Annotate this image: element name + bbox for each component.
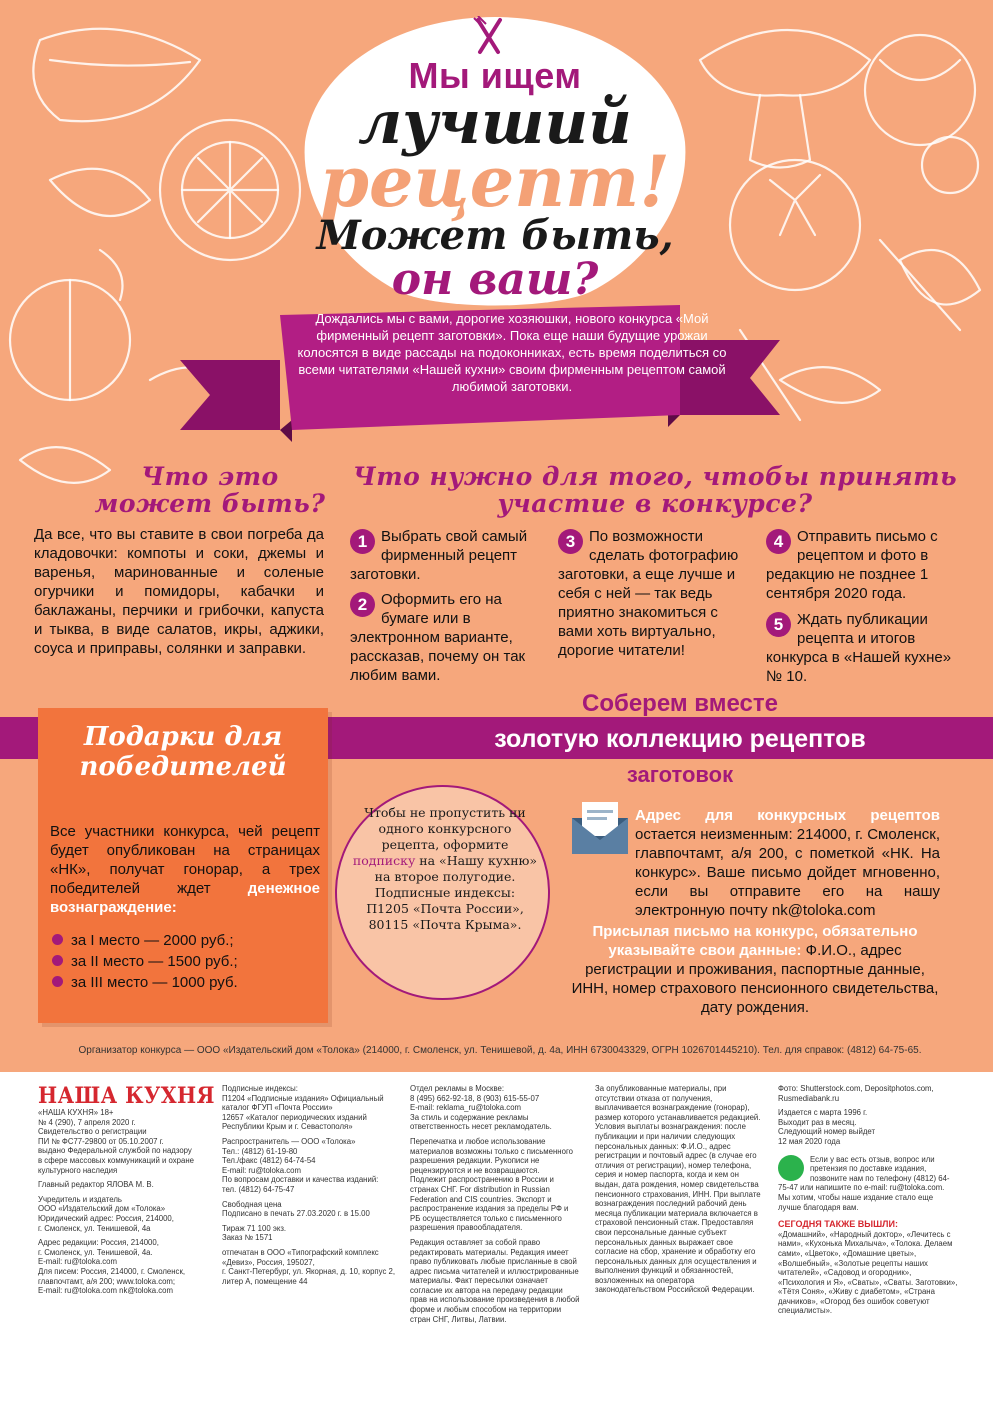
- step-5: [766, 610, 961, 686]
- imprint-line: г. Смоленск, ул. Тенишевой, 4а: [38, 1223, 151, 1233]
- prize-item: за III место — 1000 руб.: [52, 972, 322, 993]
- imprint-line: Следующий номер выйдет: [778, 1127, 876, 1137]
- imprint-line: Свободная цена: [222, 1199, 282, 1209]
- step-number: 1: [350, 529, 375, 554]
- step-text: Ждать публикации рецепта и итогов конкурса в «Нашей кухне» № 10.: [766, 611, 952, 685]
- imprint-line: в сфере массовых коммуникаций и охране: [38, 1155, 194, 1165]
- how-heading: Что нужно для того, чтобы принять участие в конкурсе?: [352, 462, 958, 518]
- imprint-line: Распространитель — ООО «Толока»: [222, 1136, 356, 1146]
- gifts-text: Все участники конкурса, чей рецепт будет опубликован на страницах «НК», получат гонорар, а трех победителей ждет денежное вознаграждение:: [50, 823, 320, 916]
- imprint-line: Заказ № 1571: [222, 1233, 273, 1243]
- step-1: [350, 527, 545, 584]
- also-text: «Домашний», «Народный доктор», «Лечитесь с нами», «Кухонька Михалыча», «Толока. Делаем сами», «Цветок», «Домашние цветы», «Волшебный», «Золотые рецепты наших читателей», «Садовод и огородник», «Психология и Я», «Сваты», «Сваты. Заготовки», «Тётя Соня», «Живу с диабетом», «Страна дачников», «Огород без ошибок советуют специалисты».: [778, 1229, 958, 1316]
- imprint-line: № 4 (290), 7 апреля 2020 г.: [38, 1117, 136, 1127]
- gifts-highlight: денежное вознаграждение:: [50, 880, 320, 916]
- imprint-line: тел. (4812) 64-75-47: [222, 1184, 295, 1194]
- collection-line-2: золотую коллекцию рецептов: [494, 725, 866, 753]
- imprint-line: отпечатан в ООО «Типографский комплекс «Девиз», Россия, 195027,: [222, 1247, 379, 1267]
- imprint-line: E-mail: reklama_ru@toloka.com: [410, 1103, 522, 1113]
- imprint-line: Тел.: (4812) 61-19-80: [222, 1146, 298, 1156]
- subscribe-text: Чтобы не пропустить ни одного конкурсного рецепта, оформите подписку на «Нашу кухню» на второе полугодие. Подписные индексы: П1205 «Почта России», 80115 «Почта Крыма».: [352, 805, 538, 932]
- organizer-note: Организатор конкурса — ООО «Издательский дом «Толока» (214000, г. Смоленск, ул. Тенишевой, д. 4а, ИНН 6730043329, ОГРН 1026701445210). Тел. для справок: (4812) 64-75-65.: [78, 1045, 922, 1056]
- imprint-line: главпочтамт, а/я 200; www.toloka.com;: [38, 1276, 176, 1286]
- fork-knife-icon: [472, 16, 506, 56]
- imprint-col-1-text: [38, 1108, 208, 1296]
- address-tail: Ф.И.О., адрес регистрации и проживания, паспортные данные, ИНН, номер страхового пенсионного свидетельства, дату рождения.: [571, 942, 939, 1016]
- what-text: Да все, что вы ставите в свои погреба да кладовочки: компоты и соки, джемы и варенья, маринованные и соленые огурчики и помидоры, кабачки и баклажаны, перчики и грибочки, капуста и тыква, в виде салатов, икры, аджики, соуса и приправы, солянки и заправки.: [34, 526, 324, 657]
- imprint-line: Отдел рекламы в Москве:: [410, 1084, 505, 1093]
- imprint-line: Свидетельство о регистрации: [38, 1127, 147, 1137]
- imprint-line: За опубликованные материалы, при отсутствии отказа от получения, выплачивается вознаграждение (гонорар), размер которого устанавливается редакцией. Условия выплаты вознаграждения: после публикации и при наличии следующих персональных данных: Ф.И.О., адрес регистрации и почтовый адрес (в случае его отличия от регистрации), номер телефона, серия и номер паспорта, когда и кем он выдан, дата рождения, номер свидетельства пенсионного страхования, ИНН. При выплате вознаграждения последний рабочий день месяца публикации материала включается в страховой пенсионный стаж. Предоставляя свои персональные данные субъект персональных данных выражает свое согласие на сбор, хранение и обработку его персональных данных для осуществления и выполнения функций и обязанностей, возложенных на оператора законодательством Российской Федерации.: [595, 1084, 761, 1295]
- imprint-line: Издается с марта 1996 г.: [778, 1108, 868, 1118]
- imprint-line: выдано Федеральной службой по надзору: [38, 1146, 192, 1156]
- imprint-line: Подписные индексы:: [222, 1084, 298, 1093]
- imprint-line: 12657 «Каталог периодических изданий Республики Крым и г. Севастополя»: [222, 1112, 367, 1132]
- phone-icon: [778, 1155, 804, 1181]
- imprint-col-3: [410, 1084, 580, 1324]
- prize-list: [52, 930, 322, 993]
- imprint-col-1: [38, 1083, 215, 1296]
- what-heading: Что это может быть?: [94, 462, 326, 518]
- magazine-logo: НАША КУХНЯ: [38, 1083, 215, 1109]
- imprint-footer: [0, 1072, 993, 1401]
- imprint-line: г. Санкт-Петербург, ул. Якорная, д. 10, корпус 2, литер А, помещение 44: [222, 1267, 396, 1286]
- headline: [300, 55, 690, 303]
- imprint-line: E-mail: ru@toloka.com: [222, 1165, 301, 1175]
- address-warning: Присылая письмо на конкурс, обязательно указывайте свои данные:: [592, 923, 918, 959]
- address-text: остается неизменным: 214000, г. Смоленск, главпочтамт, а/я 200, с пометкой «НК. На конкурс». Ваше письмо дойдет мгновенно, если вы отправите его на нашу электронную почту nk@toloka.com: [635, 826, 940, 919]
- imprint-line: E-mail: ru@toloka.com: [38, 1257, 117, 1267]
- phone-note: Если у вас есть отзыв, вопрос или претензия по доставке издания, позвоните нам по телефону (4812) 64-75-47 или напишите по e-mail: ru@toloka.com. Мы хотим, чтобы наше издание стало еще лучше благодаря вам.: [778, 1154, 950, 1212]
- headline-line-4: Может быть,: [316, 212, 674, 259]
- imprint-line: 8 (495) 662-92-18, 8 (903) 615-55-07: [410, 1093, 540, 1103]
- imprint-line: г. Смоленск, ул. Тенишевой, 4а.: [38, 1247, 153, 1257]
- imprint-line: Главный редактор ЯЛОВА М. В.: [38, 1180, 154, 1190]
- imprint-col-2: [222, 1084, 397, 1286]
- imprint-col-5-text: [778, 1084, 958, 1147]
- collection-line-1: Соберем вместе: [582, 690, 778, 717]
- intro-text: Дождались мы с вами, дорогие хозяюшки, нового конкурса «Мой фирменный рецепт заготовки». Пока еще наши будущие урожаи колосятся в виде рассады на подоконниках, есть время поделиться со всеми читателями «Нашей кухни» своим фирменным рецептом самой любимой заготовки.: [297, 311, 727, 394]
- also-title: СЕГОДНЯ ТАКЖЕ ВЫШЛИ:: [778, 1219, 898, 1230]
- bullet-dot: [52, 976, 63, 987]
- subscribe-indexes: П1205 «Почта России», 80115 «Почта Крыма».: [366, 901, 524, 932]
- step-2: [350, 590, 545, 685]
- imprint-line: Тираж 71 100 экз.: [222, 1223, 287, 1233]
- imprint-line: «НАША КУХНЯ» 18+: [38, 1108, 114, 1117]
- subscribe-highlight: подписку: [352, 853, 416, 868]
- imprint-line: ПИ № ФС77-29800 от 05.10.2007 г.: [38, 1136, 164, 1146]
- imprint-line: Адрес редакции: Россия, 214000,: [38, 1238, 159, 1248]
- imprint-line: Выходит раз в месяц.: [778, 1117, 857, 1127]
- step-3: [558, 527, 753, 660]
- prize-item: за I место — 2000 руб.;: [52, 930, 322, 951]
- imprint-line: Редакция оставляет за собой право редактировать материалы. Редакция имеет право публиковать любые присланные в свой адрес письма читателей и иллюстрированные материалы. Факт пересылки означает согласие их автора на передачу редакции прав на использование произведения в любой форме и любым способом на территории стран СНГ, Литвы, Латвии.: [410, 1237, 580, 1324]
- step-number: 5: [766, 612, 791, 637]
- collection-line-3: заготовок: [626, 762, 734, 787]
- imprint-line: Учредитель и издатель: [38, 1194, 122, 1204]
- imprint-line: Юридический адрес: Россия, 214000,: [38, 1213, 174, 1223]
- imprint-col-5: [778, 1084, 958, 1316]
- imprint-line: E-mail: ru@toloka.com nk@toloka.com: [38, 1286, 173, 1296]
- step-number: 3: [558, 529, 583, 554]
- imprint-line: За стиль и содержание рекламы ответственность несет рекламодатель.: [410, 1112, 552, 1132]
- imprint-line: Фото: Shutterstock.com, Depositphotos.com, Rusmediabank.ru: [778, 1084, 934, 1103]
- address-block: [570, 806, 940, 1017]
- imprint-line: Подлежит распространению в России и странах СНГ. For distribution in Russian Federation and CIS countries. Экспорт и распространение издания за пределы РФ и РБ осуществляется только с письменного разрешения правообладателя.: [410, 1175, 569, 1233]
- step-number: 4: [766, 529, 791, 554]
- imprint-line: По вопросам доставки и качества изданий:: [222, 1175, 379, 1185]
- imprint-col-4: [595, 1084, 765, 1295]
- imprint-line: Перепечатка и любое использование материалов возможны только с письменного разрешения редакции. Рукописи не рецензируются и не возвращаются.: [410, 1136, 573, 1175]
- step-number: 2: [350, 592, 375, 617]
- imprint-line: ООО «Издательский дом «Толока»: [38, 1204, 166, 1214]
- bullet-dot: [52, 955, 63, 966]
- step-text: Отправить письмо с рецептом и фото в редакцию не позднее 1 сентября 2020 года.: [766, 528, 938, 602]
- imprint-line: культурного наследия: [38, 1165, 118, 1175]
- imprint-line: Тел./факс (4812) 64-74-54: [222, 1156, 316, 1166]
- headline-line-3: рецепт!: [320, 140, 670, 223]
- imprint-line: Для писем: Россия, 214000, г. Смоленск,: [38, 1266, 186, 1276]
- step-text: Оформить его на бумаге или в электронном варианте, рассказав, почему он так любим вами.: [350, 591, 526, 684]
- headline-line-1: Мы ищем: [408, 55, 582, 96]
- step-4: [766, 527, 961, 603]
- headline-line-5: он ваш?: [391, 254, 599, 305]
- imprint-line: П1204 «Подписные издания» Официальный каталог ФГУП «Почта России»: [222, 1093, 384, 1113]
- headline-line-2: лучший: [358, 88, 632, 158]
- prize-item: за II место — 1500 руб.;: [52, 951, 322, 972]
- step-text: Выбрать свой самый фирменный рецепт заготовки.: [350, 528, 528, 583]
- bullet-dot: [52, 934, 63, 945]
- step-text: По возможности сделать фотографию заготовки, а еще лучше и себя с ней — так ведь приятно знакомиться с вами хоть виртуально, дорогие читатели!: [558, 528, 739, 659]
- imprint-line: Подписано в печать 27.03.2020 г. в 15.00: [222, 1209, 370, 1219]
- imprint-line: 12 мая 2020 года: [778, 1136, 841, 1146]
- gifts-heading: Подарки для победителей: [79, 722, 287, 782]
- subscribe-indexes-label: Подписные индексы:: [374, 885, 516, 900]
- address-heading: Адрес для конкурсных рецептов: [635, 807, 940, 824]
